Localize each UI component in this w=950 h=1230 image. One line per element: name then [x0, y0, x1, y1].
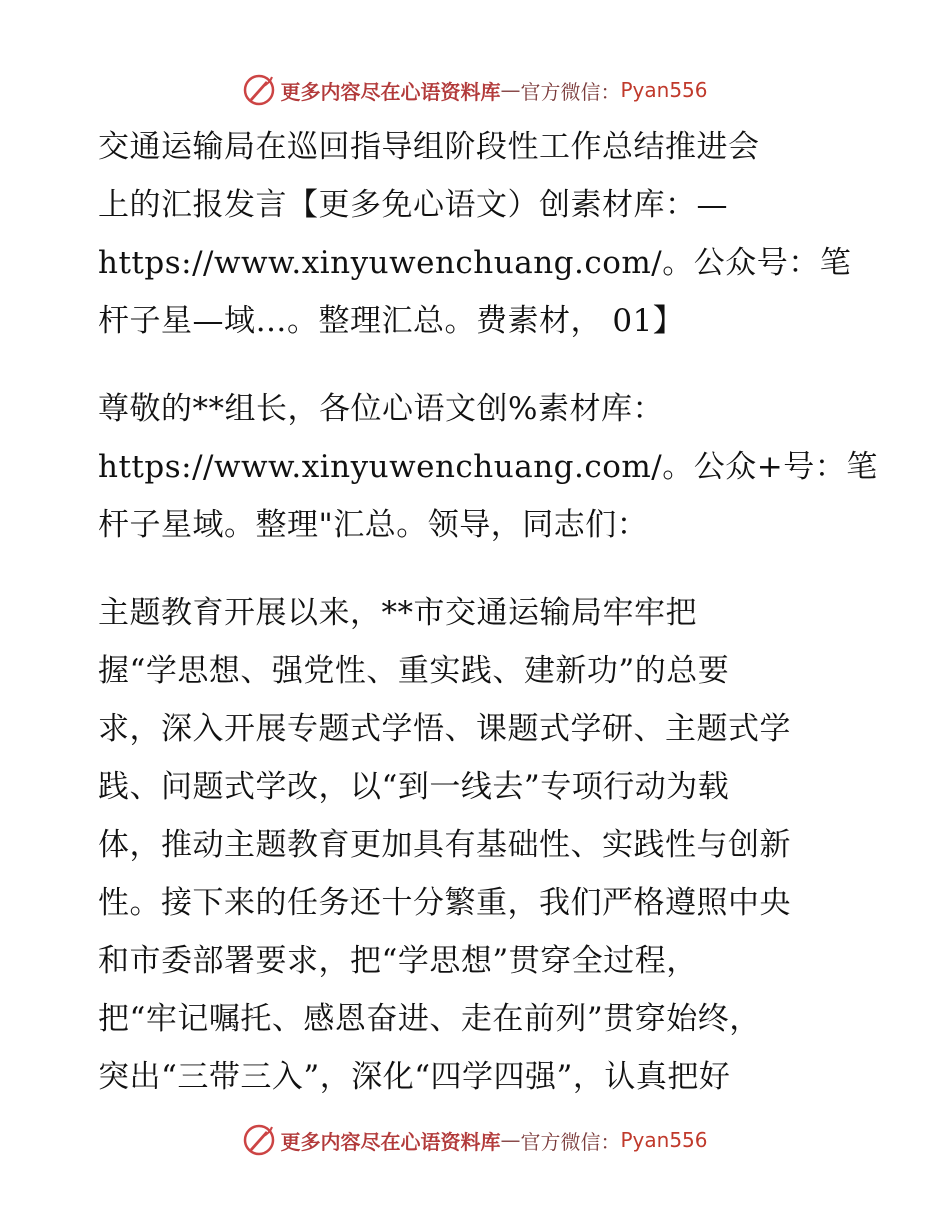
text-line: 突出“三带三入”，深化“四学四强”，认真把好 — [98, 1059, 731, 1095]
watermark-site-text: 更多内容尽在心语资料库 — [280, 1129, 501, 1154]
text-line: 杆子星—域…。整理汇总。费素材， 01】 — [98, 303, 685, 339]
text-line: 践、问题式学改，以“到一线去”专项行动为载 — [98, 769, 730, 805]
text-line: 主题教育开展以来，**市交通运输局牢牢把 — [98, 595, 697, 631]
watermark-label: 官方微信： — [520, 79, 621, 104]
text-line: 握“学思想、强党性、重实践、建新功”的总要 — [98, 653, 730, 689]
text-line: 性。接下来的任务还十分繁重，我们严格遵照中央 — [98, 885, 791, 921]
watermark-site-text: 更多内容尽在心语资料库 — [280, 79, 501, 104]
text-line: 把“牢记嘱托、感恩奋进、走在前列”贯穿始终， — [98, 1001, 761, 1037]
watermark-label: 官方微信： — [520, 1129, 621, 1154]
text-line: https://www.xinyuwenchuang.com/。公众+号：笔 — [98, 449, 878, 485]
paragraph-body — [98, 584, 858, 1106]
watermark-separator: — — [500, 78, 521, 102]
watermark-wechat-id: Pyan556 — [620, 78, 708, 102]
paragraph-greeting — [98, 380, 878, 554]
text-line: 尊敬的**组长，各位心语文创%素材库： — [98, 391, 664, 427]
text-line: 杆子星域。整理"汇总。领导，同志们： — [98, 507, 649, 543]
watermark-wechat-id: Pyan556 — [620, 1128, 708, 1152]
text-line: 交通运输局在巡回指导组阶段性工作总结推进会 — [98, 129, 760, 165]
watermark-separator: — — [500, 1128, 521, 1152]
text-line: https://www.xinyuwenchuang.com/。公众号：笔 — [98, 245, 852, 281]
text-line: 体，推动主题教育更加具有基础性、实践性与创新 — [98, 827, 791, 863]
paragraph-title — [98, 118, 858, 350]
quill-logo-icon — [242, 73, 276, 107]
footer-watermark — [0, 1120, 950, 1160]
quill-logo-icon — [242, 1123, 276, 1157]
header-watermark — [0, 70, 950, 110]
document-body — [98, 118, 878, 1106]
text-line: 上的汇报发言【更多免心语文）创素材库：— — [98, 187, 728, 223]
text-line: 求，深入开展专题式学悟、课题式学研、主题式学 — [98, 711, 791, 747]
text-line: 和市委部署要求，把“学思想”贯穿全过程， — [98, 943, 698, 979]
